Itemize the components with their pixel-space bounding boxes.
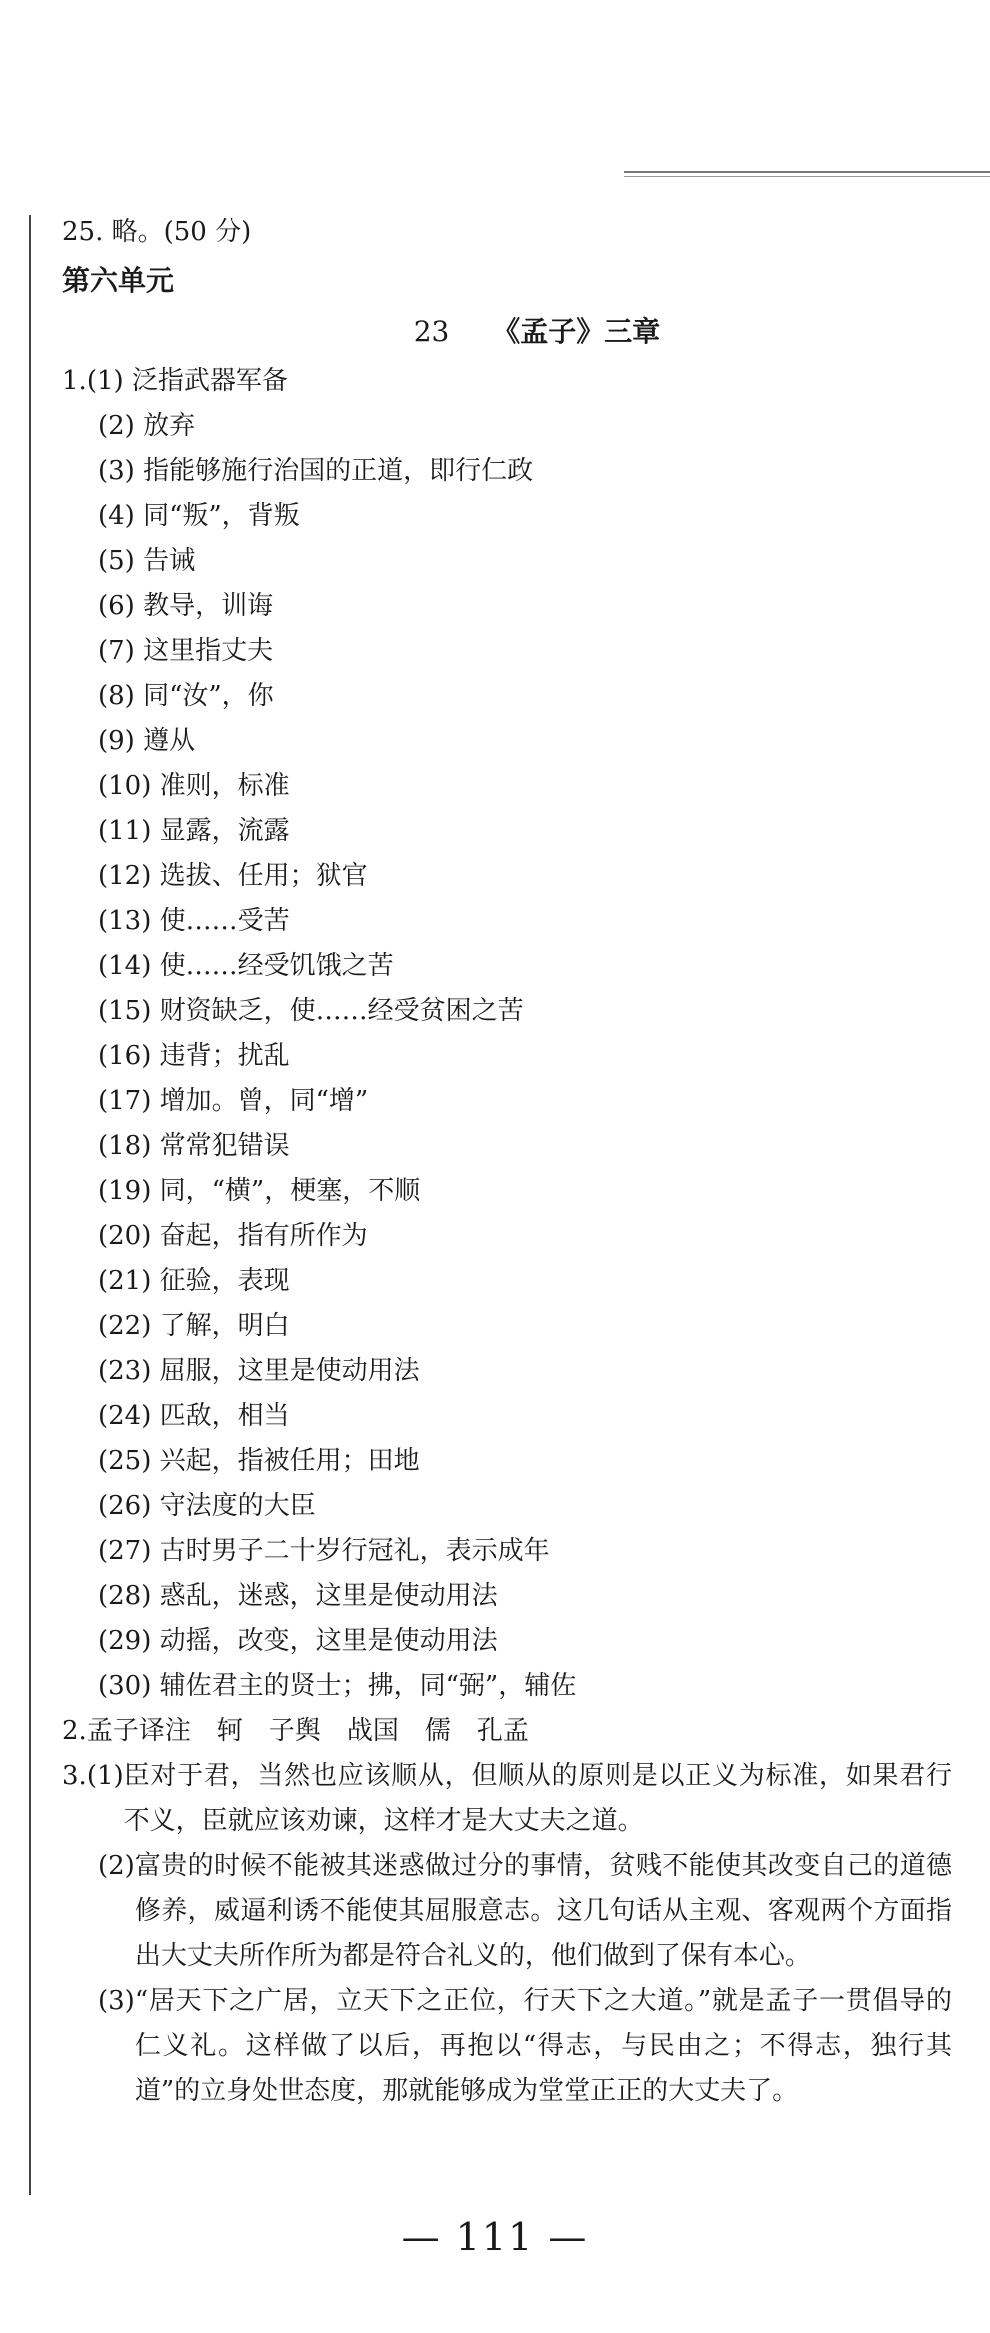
q1-item: (10) 准则，标准 — [98, 771, 290, 801]
q3-item-1 — [62, 1754, 952, 1844]
q2-text: 孟子译注 轲 子舆 战国 儒 孔孟 — [86, 1716, 529, 1746]
chapter-number: 23 — [413, 315, 450, 348]
q1-item: (15) 财资缺乏，使……经受贫困之苦 — [98, 996, 524, 1026]
q1-item: (13) 使……受苦 — [98, 906, 290, 936]
q3-item-text: “居天下之广居，立天下之正位，行天下之大道。”就是孟子一贯倡导的仁义礼。这样做了以后，再抱以“得志，与民由之；不得志，独行其道”的立身处世态度，那就能够成为堂堂正正的大丈夫了。 — [134, 1986, 952, 2106]
q1-item: (26) 守法度的大臣 — [98, 1491, 316, 1521]
q1-item: (2) 放弃 — [98, 411, 196, 441]
q1-item: (14) 使……经受饥饿之苦 — [98, 951, 394, 981]
q1-item: (9) 遵从 — [98, 726, 196, 756]
page-content — [62, 210, 952, 2114]
q3-item-num: (1) — [86, 1761, 124, 1791]
q1-item: (20) 奋起，指有所作为 — [98, 1221, 368, 1251]
q3-item-text: 臣对于君，当然也应该顺从，但顺从的原则是以正义为标准，如果君行不义，臣就应该劝谏，这样才是大丈夫之道。 — [123, 1761, 952, 1836]
q1-item: (30) 辅佐君主的贤士；拂，同“弼”，辅佐 — [98, 1671, 577, 1701]
chapter-title — [62, 305, 952, 359]
q2-row — [62, 1709, 952, 1754]
q1-item: (12) 选拔、任用；狱官 — [98, 861, 368, 891]
q1-item: (16) 违背；扰乱 — [98, 1041, 290, 1071]
q1-item: (17) 增加。曾，同“增” — [98, 1086, 369, 1116]
q1-item: (11) 显露，流露 — [98, 816, 290, 846]
header-rule — [624, 171, 990, 177]
unit-title: 第六单元 — [62, 264, 175, 297]
q3-item-2 — [62, 1844, 952, 1979]
q1-item: (3) 指能够施行治国的正道，即行仁政 — [98, 456, 534, 486]
chapter-name: 《孟子》三章 — [492, 315, 661, 348]
q3-item-num: (3) — [98, 1986, 135, 2016]
q1-item: (4) 同“叛”，背叛 — [98, 501, 300, 531]
q1-item: (28) 惑乱，迷惑，这里是使动用法 — [98, 1581, 498, 1611]
q1-item: (8) 同“汝”，你 — [98, 681, 274, 711]
q1-item: (25) 兴起，指被任用；田地 — [98, 1446, 420, 1476]
q1-item: (19) 同，“横”，梗塞，不顺 — [98, 1176, 421, 1206]
q2-label: 2. — [62, 1716, 87, 1746]
page-number: — 111 — — [401, 2215, 589, 2259]
answer-25: 25. 略。(50 分) — [62, 217, 252, 247]
q1-item: (22) 了解，明白 — [98, 1311, 290, 1341]
q3-item-num: (2) — [98, 1851, 135, 1881]
q3-item-text: 富贵的时候不能被其迷惑做过分的事情，贫贱不能使其改变自己的道德修养，威逼利诱不能使其屈服意志。这几句话从主观、客观两个方面指出大丈夫所作所为都是符合礼义的，他们做到了保有本心。 — [134, 1851, 952, 1971]
q3-label: 3. — [62, 1761, 87, 1791]
q1-item: (6) 教导，训诲 — [98, 591, 274, 621]
q1-item: (21) 征验，表现 — [98, 1266, 290, 1296]
margin-line — [29, 215, 31, 2195]
q1-item: (27) 古时男子二十岁行冠礼，表示成年 — [98, 1536, 550, 1566]
q1-item: (24) 匹敌，相当 — [98, 1401, 290, 1431]
q1-item: (29) 动摇，改变，这里是使动用法 — [98, 1626, 498, 1656]
q3-item-3 — [62, 1979, 952, 2114]
q1-item: (23) 屈服，这里是使动用法 — [98, 1356, 420, 1386]
q1-item: (5) 告诫 — [98, 546, 196, 576]
q1-label: 1. — [62, 366, 87, 396]
q1-item: (7) 这里指丈夫 — [98, 636, 274, 666]
q1-item: (18) 常常犯错误 — [98, 1131, 290, 1161]
q1-row-1 — [62, 359, 952, 404]
q1-item: (1) 泛指武器军备 — [86, 366, 288, 396]
